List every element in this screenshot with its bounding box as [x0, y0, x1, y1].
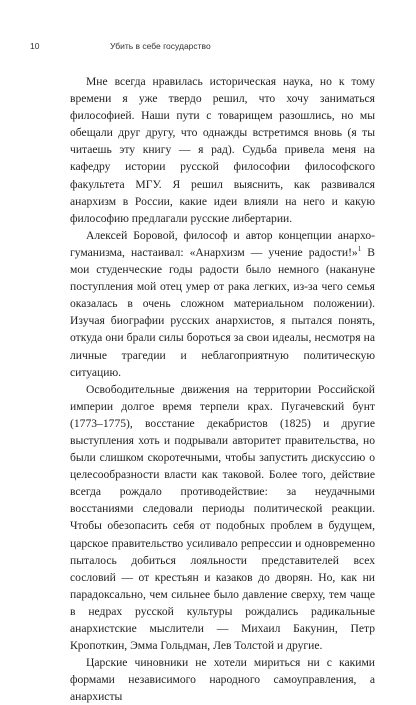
paragraph-2-text-before-note: Алексей Боровой, философ и автор концепции анархо-гуманизма, настаивал: «Анархизм — учение радости!» [70, 228, 375, 259]
running-header [30, 41, 386, 53]
paragraph-4: Царские чиновники не хотели мириться ни с какими формами независимого народного самоуправления, а анархисты [70, 656, 375, 704]
paragraph-2 [70, 227, 375, 381]
page-number: 10 [30, 41, 40, 51]
running-title: Убить в себе государство [110, 41, 211, 51]
paragraph-1: Мне всегда нравилась историческая наука, но к тому времени я уже твердо решил, что хочу заниматься философией. Наши пути с товарищем разошлись, но мы обещали друг другу, что однажды встретимся вновь (я ты читаешь эту книгу — я рад). Судьба привела меня на кафедру истории русской философии философского факультета МГУ. Я решил выяснить, как развивался анархизм в России, какие идеи влияли на него и какую философию предлагали русские либертарии. [70, 75, 375, 225]
footnote-reference[interactable]: 1 [357, 245, 362, 254]
body-text [70, 73, 375, 705]
paragraph-3: Освободительные движения на территории Российской империи долгое время терпели крах. Пугачевский бунт (1773–1775), восстание декабристов (1825) и другие выступления хоть и подрывали авторитет правительства, но были слишком скоротечными, чтобы запустить дискуссию о целесообразности власти как таковой. Более того, действие всегда рождало противодействие: за неудачными восстаниями следовали периоды политической реакции. Чтобы обезопасить себя от подобных проблем в будущем, царское правительство усиливало репрессии и одновременно пыталось добиться лояльности представителей всех сословий — от крестьян и казаков до дворян. Но, как ни парадоксально, чем сильнее было давление сверху, тем чаще в недрах русской культуры рождались радикальные анархистские мыслители — Михаил Бакунин, Петр Кропоткин, Эмма Гольдман, Лев Толстой и другие. [70, 382, 375, 653]
paragraph-2-text-after-note: В мои студенческие годы радости было немного (накануне поступления мой отец умер от рака легких, из-за чего семья оказалась в очень сложном материальном положении). Изучая биографии русских анархистов, я пытался понять, откуда они брали силы бороться за свои идеалы, несмотря на личные трагедии и неблагоприятную политическую ситуацию. [70, 245, 376, 379]
